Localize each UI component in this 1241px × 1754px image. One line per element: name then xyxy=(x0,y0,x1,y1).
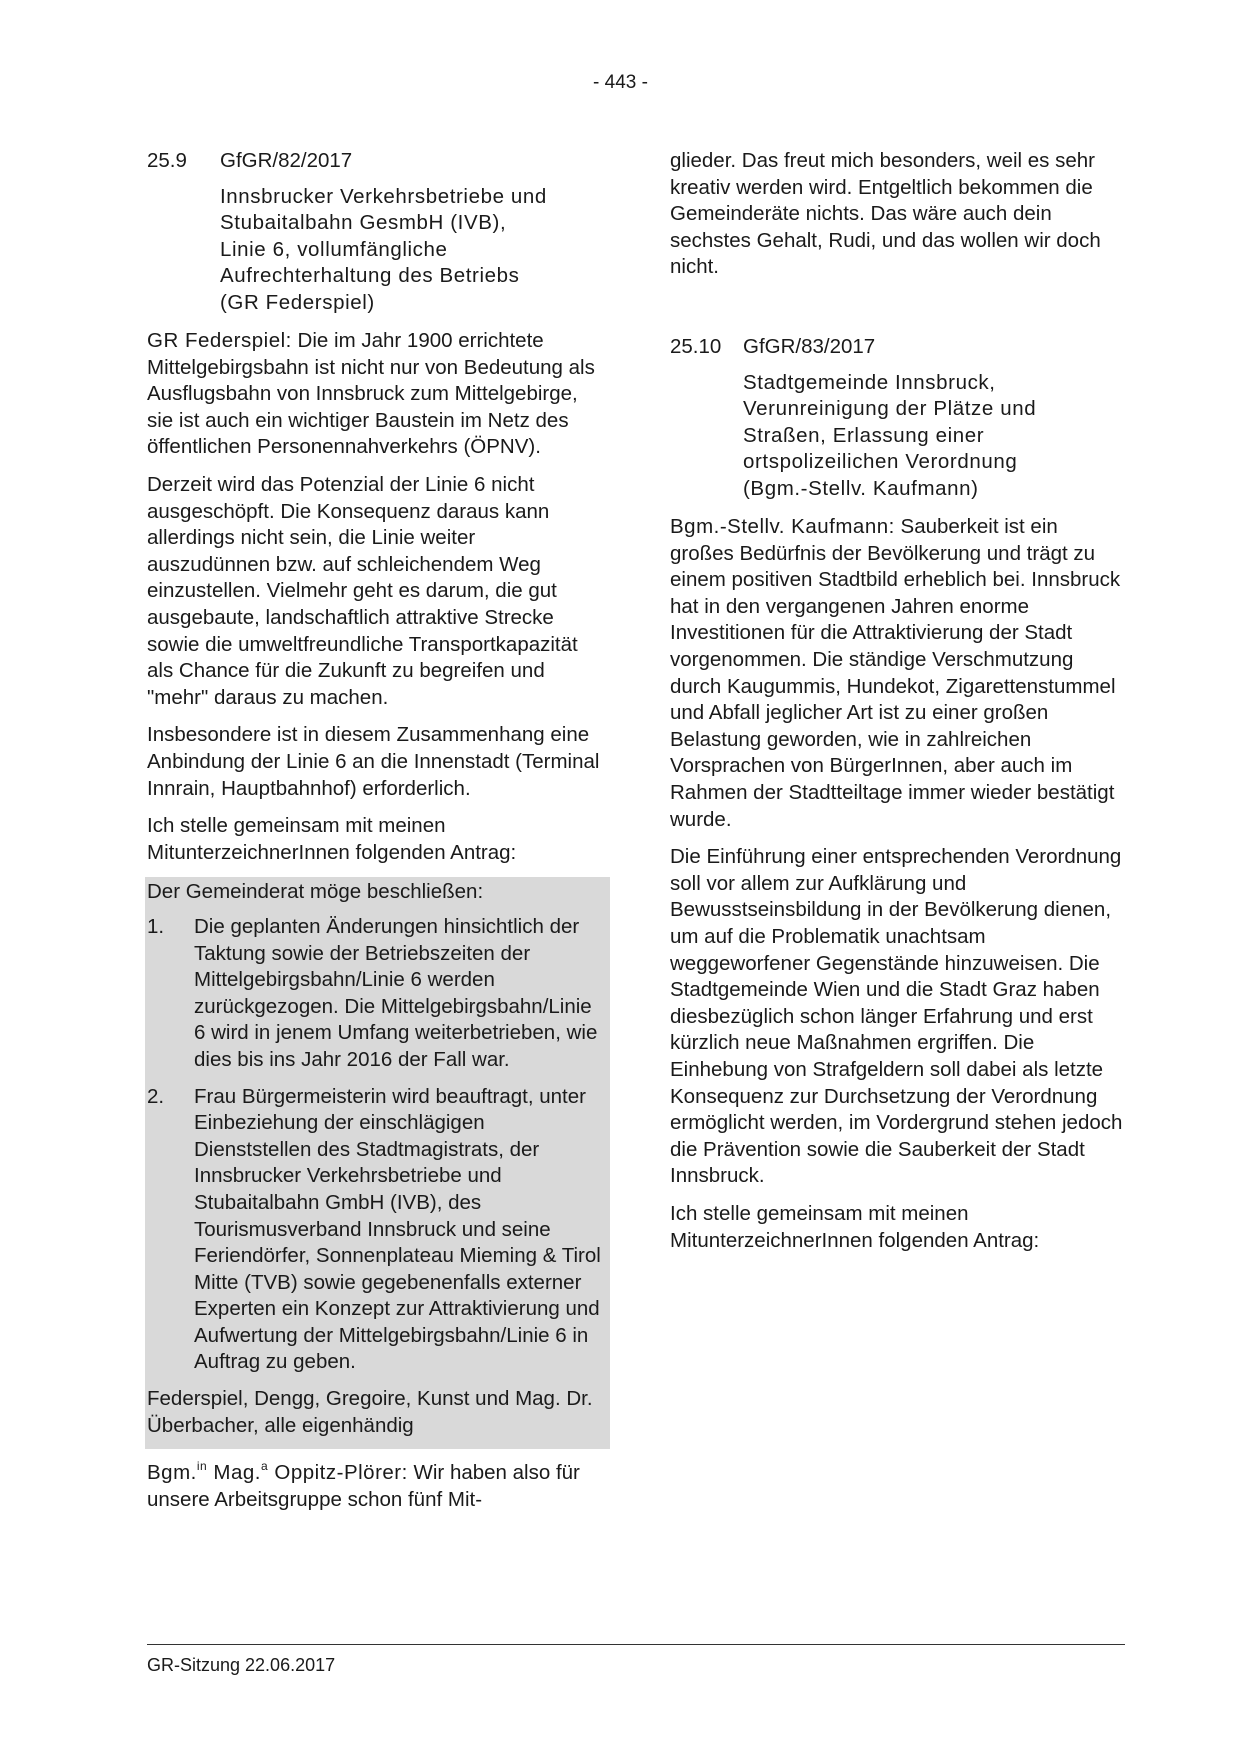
motion-item-number: 1. xyxy=(147,914,165,938)
paragraph: Ich stelle gemeinsam mit meinen MitunterzeichnerInnen folgenden Antrag: xyxy=(670,1201,1040,1252)
paragraph xyxy=(147,328,602,461)
motion-intro: Der Gemeinderat möge beschließen: xyxy=(147,880,484,904)
title-line: Verunreinigung der Plätze und xyxy=(743,397,1037,421)
agenda-item-code: GfGR/82/2017 xyxy=(220,149,353,172)
title-line: ortspolizeilichen Verordnung xyxy=(743,450,1018,474)
paragraph: Ich stelle gemeinsam mit meinen MitunterzeichnerInnen folgenden Antrag: xyxy=(147,814,517,864)
motion-signers: Federspiel, Dengg, Gregoire, Kunst und Mag. Dr. Überbacher, alle eigenhändig xyxy=(147,1387,593,1437)
superscript: a xyxy=(260,1459,269,1474)
speaker-title: Mag. xyxy=(207,1461,261,1485)
speaker-surname: Oppitz-Plörer: xyxy=(268,1461,408,1485)
paragraph-text: Sauberkeit ist ein großes Bedürfnis der Bevölkerung und trägt zu einem positiven Stadtbild erheblich bei. Innsbruck hat in den vergangenen Jahren enorme Investitionen für die Attraktivierung der Stadt vorgenommen. Die ständige Verschmutzung durch Kaugummis, Hundekot, Zigarettenstummel und Abfall jeglicher Art ist zu einer großen Belastung geworden, wie in zahlreichen Vorsprachen von BürgerInnen, aber auch im Rahmen der Stadtteiltage immer wieder bestätigt wurde. xyxy=(670,515,1121,831)
paragraph: glieder. Das freut mich besonders, weil es sehr kreativ werden wird. Entgeltlich bekommen die Gemeinderäte nichts. Das wäre auch dein sechstes Gehalt, Rudi, und das wollen wir doch nicht. xyxy=(670,149,1101,279)
paragraph xyxy=(147,1460,602,1513)
title-line: Stubaitalbahn GesmbH (IVB), xyxy=(220,211,507,235)
speaker-name: GR Federspiel: xyxy=(147,329,292,353)
agenda-item-number: 25.9 xyxy=(147,149,187,172)
motion-list xyxy=(147,914,602,1376)
footer-session-date: GR-Sitzung 22.06.2017 xyxy=(147,1655,336,1675)
agenda-item-title xyxy=(220,184,602,317)
paragraph: Die Einführung einer entsprechenden Verordnung soll vor allem zur Aufklärung und Bewusstseinsbildung in der Bevölkerung dienen, um auf die Problematik unachtsam weggeworfener Gegenstände hinzuweisen. Die Stadtgemeinde Wien und die Stadt Graz haben diesbezüglich schon länger Erfahrung und erst kürzlich neue Maßnahmen ergriffen. Die Einhebung von Strafgeldern soll dabei als letzte Konsequenz zur Durchsetzung der Verordnung ermöglicht werden, im Vordergrund stehen jedoch die Prävention sowie die Sauberkeit der Stadt Innsbruck. xyxy=(670,845,1123,1188)
motion-list-item xyxy=(147,1084,602,1377)
right-column xyxy=(670,148,1125,1265)
title-line: (Bgm.-Stellv. Kaufmann) xyxy=(743,476,979,500)
paragraph: Derzeit wird das Potenzial der Linie 6 nicht ausgeschöpft. Die Konsequenz daraus kann allerdings nicht sein, die Linie weiter auszudünnen bzw. auf schleichendem Weg einzustellen. Vielmehr geht es darum, die gut ausgebaute, landschaftlich attraktive Strecke sowie die umweltfreundliche Transportkapazität als Chance für die Zukunft zu begreifen und "mehr" daraus zu machen. xyxy=(147,473,578,709)
motion-item-text: Die geplanten Änderungen hinsichtlich der Taktung sowie der Betriebszeiten der Mittelgebirgsbahn/Linie 6 werden zurückgezogen. Die Mittelgebirgsbahn/Linie 6 wird in jenem Umfang weiterbetrieben, wie dies bis ins Jahr 2016 der Fall war. xyxy=(194,914,598,1071)
footer-divider xyxy=(147,1644,1125,1645)
paragraph xyxy=(670,514,1125,833)
agenda-item-number: 25.10 xyxy=(670,334,722,358)
paragraph: Insbesondere ist in diesem Zusammenhang eine Anbindung der Linie 6 an die Innenstadt (Terminal Innrain, Hauptbahnhof) erforderlich. xyxy=(147,723,600,800)
title-line: Aufrechterhaltung des Betriebs xyxy=(220,264,520,288)
title-line: Straßen, Erlassung einer xyxy=(743,423,985,447)
superscript: in xyxy=(196,1459,208,1474)
motion-item-text: Frau Bürgermeisterin wird beauftragt, unter Einbeziehung der einschlägigen Dienststellen des Stadtmagistrats, der Innsbrucker Verkehrsbetriebe und Stubaitalbahn GmbH (IVB), des Tourismusverband Innsbruck und seine Feriendörfer, Sonnenplateau Mieming & Tirol Mitte (TVB) sowie gegebenenfalls externer Experten ein Konzept zur Attraktivierung und Aufwertung der Mittelgebirgsbahn/Linie 6 in Auftrag zu geben. xyxy=(194,1084,601,1374)
title-line: (GR Federspiel) xyxy=(220,290,375,314)
motion-item-number: 2. xyxy=(147,1084,165,1108)
motion-box xyxy=(145,877,610,1449)
agenda-item-title xyxy=(743,370,1125,503)
page-number: - 443 - xyxy=(593,72,648,93)
speaker-name xyxy=(147,1461,408,1484)
agenda-item-code: GfGR/83/2017 xyxy=(743,334,876,358)
paragraph-text: Wir haben also für unsere Arbeitsgruppe schon fünf Mit- xyxy=(147,1461,580,1511)
motion-list-item xyxy=(147,914,602,1074)
speaker-title: Bgm. xyxy=(147,1461,197,1485)
paragraph-text: Die im Jahr 1900 errichtete Mittelgebirgsbahn ist nicht nur von Bedeutung als Ausflugsbahn von Innsbruck zum Mittelgebirge, sie ist auch ein wichtiger Baustein im Netz des öffentlichen Personennahverkehrs (ÖPNV). xyxy=(147,329,595,459)
title-line: Linie 6, vollumfängliche xyxy=(220,237,448,261)
left-column xyxy=(147,148,602,1524)
agenda-item-heading xyxy=(147,148,602,175)
title-line: Innsbrucker Verkehrsbetriebe und xyxy=(220,184,547,208)
title-line: Stadtgemeinde Innsbruck, xyxy=(743,370,996,394)
agenda-item-heading xyxy=(670,334,1125,361)
speaker-name: Bgm.-Stellv. Kaufmann: xyxy=(670,515,895,539)
